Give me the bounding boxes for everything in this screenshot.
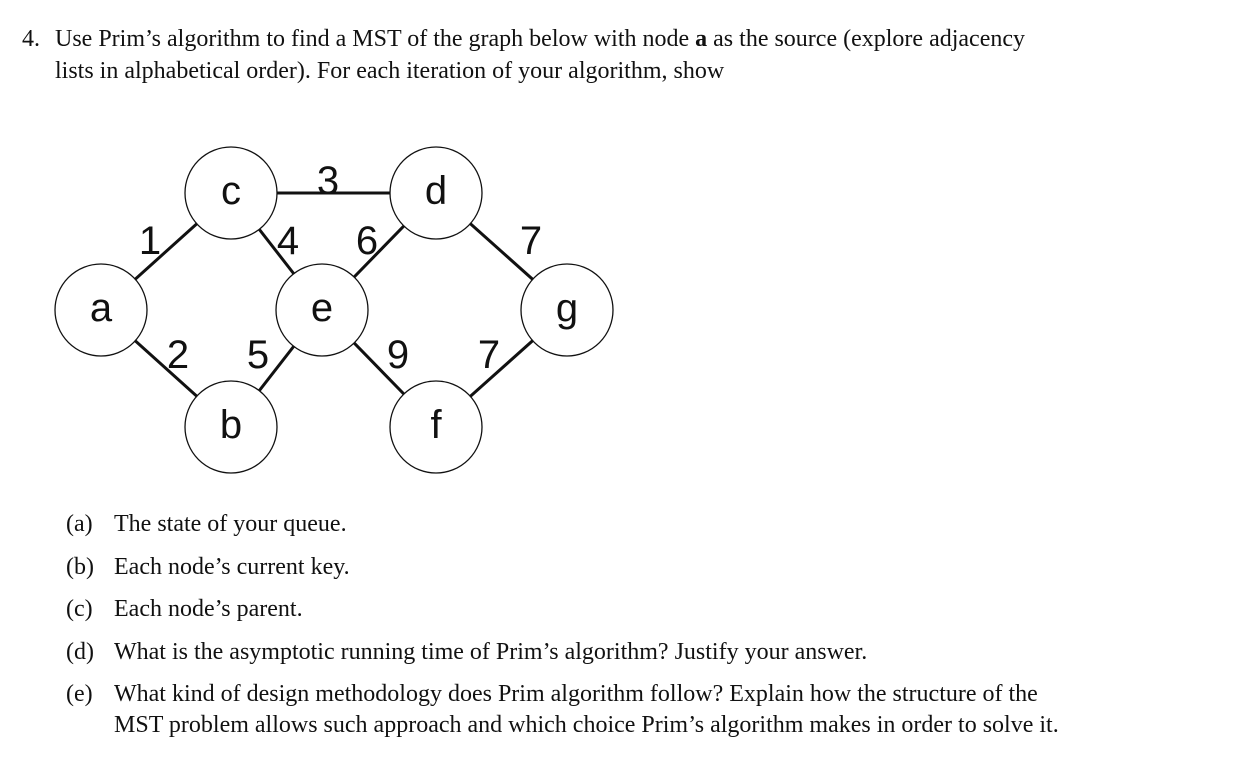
node-label-a: a — [89, 286, 113, 330]
subquestion-text: Each node’s parent. — [114, 596, 303, 622]
subquestion-label: (b) — [66, 554, 94, 580]
edge-weight-a-c: 1 — [138, 219, 162, 263]
node-label-g: g — [555, 286, 579, 330]
node-label-e: e — [310, 286, 334, 330]
subquestion-text-continued: MST problem allows such approach and which choice Prim’s algorithm makes in order to solve it. — [114, 712, 1059, 738]
node-label-f: f — [430, 403, 442, 447]
edge-weight-c-d: 3 — [316, 159, 340, 203]
graph-figure — [0, 0, 660, 480]
subquestion-text: The state of your queue. — [114, 511, 347, 537]
question-intro-after: as the source (explore adjacency — [713, 26, 1025, 52]
edge-weight-a-b: 2 — [166, 333, 190, 377]
question-line-2: lists in alphabetical order). For each iteration of your algorithm, show — [55, 58, 725, 84]
node-label-b: b — [219, 403, 243, 447]
subquestion-text: Each node’s current key. — [114, 554, 350, 580]
edge-weight-b-e: 5 — [246, 333, 270, 377]
subquestion-label: (e) — [66, 681, 93, 707]
question-number: 4. — [22, 26, 40, 52]
node-label-c: c — [221, 169, 241, 213]
edge-weight-d-e: 6 — [355, 219, 379, 263]
source-node: a — [695, 26, 708, 52]
node-label-d: d — [424, 169, 448, 213]
subquestion-label: (d) — [66, 639, 94, 665]
edge-weight-d-g: 7 — [519, 219, 543, 263]
subquestion-label: (a) — [66, 511, 93, 537]
question-intro-before: Use Prim’s algorithm to find a MST of the graph below with node — [55, 26, 690, 52]
edge-weight-e-f: 9 — [386, 333, 410, 377]
subquestion-text: What is the asymptotic running time of Prim’s algorithm? Justify your answer. — [114, 639, 868, 665]
edge-weight-c-e: 4 — [276, 219, 300, 263]
subquestion-label: (c) — [66, 596, 93, 622]
edge-weight-f-g: 7 — [477, 333, 501, 377]
subquestion-text: What kind of design methodology does Prim algorithm follow? Explain how the structure of the — [114, 681, 1038, 707]
